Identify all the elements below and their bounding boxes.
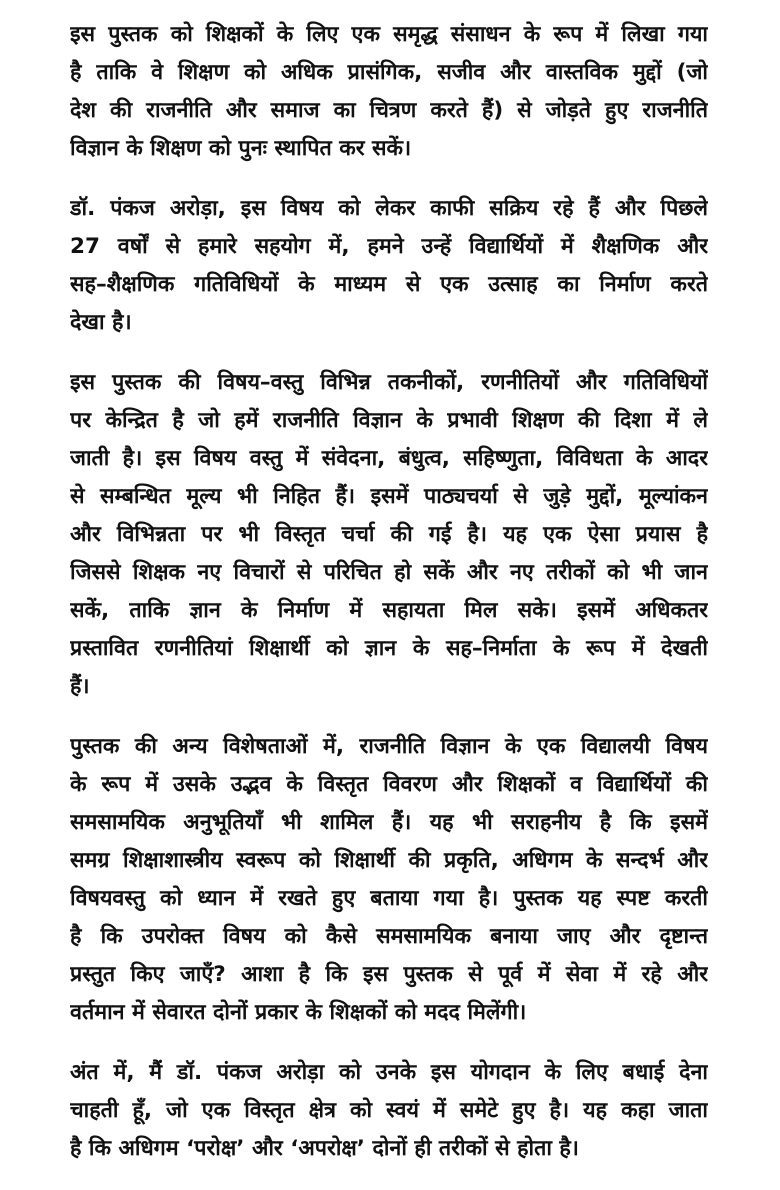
text-line: है कि अधिगम ‘परोक्ष’ और ‘अपरोक्ष’ दोनों ही तरीकों से होता है।	[70, 1136, 579, 1161]
text-line: है ताकि वे शिक्षण को अधिक प्रासंगिक, सजीव और वास्तविक मुद्दों (जो	[70, 60, 708, 85]
text-line: वर्तमान में सेवारत दोनों प्रकार के शिक्षकों को मदद मिलेंगी।	[70, 1000, 527, 1025]
text-line: विषयवस्तु को ध्यान में रखते हुए बताया गया है। पुस्तक यह स्पष्ट करती	[70, 886, 708, 911]
paragraph-3	[70, 364, 708, 706]
text-line: विज्ञान के शिक्षण को पुनः स्थापित कर सकें।	[70, 136, 412, 161]
paragraph-4	[70, 728, 708, 1032]
text-line: चाहती हूँ, जो एक विस्तृत क्षेत्र को स्वयं में समेटे हुए है। यह कहा जाता	[70, 1098, 708, 1123]
text-line: इस पुस्तक को शिक्षकों के लिए एक समृद्ध संसाधन के रूप में लिखा गया	[70, 22, 708, 47]
text-line: देश की राजनीति और समाज का चित्रण करते हैं) से जोड़ते हुए राजनीति	[70, 98, 708, 123]
text-line: और विभिन्नता पर भी विस्तृत चर्चा की गई है। यह एक ऐसा प्रयास है	[70, 522, 708, 547]
text-line: समसामयिक अनुभूतियाँ भी शामिल हैं। यह भी सराहनीय है कि इसमें	[70, 810, 708, 835]
text-line: 27 वर्षों से हमारे सहयोग में, हमने उन्हें विद्यार्थियों में शैक्षणिक और	[70, 234, 708, 259]
text-line: सकें, ताकि ज्ञान के निर्माण में सहायता मिल सके। इसमें अधिकतर	[70, 598, 708, 623]
document-page	[70, 16, 708, 1190]
text-line: प्रस्तावित रणनीतियां शिक्षार्थी को ज्ञान के सह–निर्माता के रूप में देखती	[70, 636, 708, 661]
text-line: देखा है।	[70, 310, 132, 335]
text-line: अंत में, मैं डॉ. पंकज अरोड़ा को उनके इस योगदान के लिए बधाई देना	[70, 1060, 708, 1085]
text-line: पुस्तक की अन्य विशेषताओं में, राजनीति विज्ञान के एक विद्यालयी विषय	[70, 734, 708, 759]
paragraph-1	[70, 16, 708, 168]
text-line: पर केन्द्रित है जो हमें राजनीति विज्ञान के प्रभावी शिक्षण की दिशा में ले	[70, 408, 708, 433]
paragraph-2	[70, 190, 708, 342]
paragraph-5	[70, 1054, 708, 1168]
text-line: है कि उपरोक्त विषय को कैसे समसामयिक बनाया जाए और दृष्टान्त	[70, 924, 708, 949]
text-line: समग्र शिक्षाशास्त्रीय स्वरूप को शिक्षार्थी की प्रकृति, अधिगम के सन्दर्भ और	[70, 848, 708, 873]
text-line: से सम्बन्धित मूल्य भी निहित हैं। इसमें पाठ्यचर्या से जुड़े मुद्दों, मूल्यांकन	[70, 484, 708, 509]
text-line: हैं।	[70, 674, 90, 699]
text-line: डॉ. पंकज अरोड़ा, इस विषय को लेकर काफी सक्रिय रहे हैं और पिछले	[70, 196, 708, 221]
text-line: के रूप में उसके उद्भव के विस्तृत विवरण और शिक्षकों व विद्यार्थियों की	[70, 772, 708, 797]
text-line: सह–शैक्षणिक गतिविधियों के माध्यम से एक उत्साह का निर्माण करते	[70, 272, 708, 297]
text-line: इस पुस्तक की विषय–वस्तु विभिन्न तकनीकों, रणनीतियों और गतिविधियों	[70, 370, 708, 395]
text-line: जाती है। इस विषय वस्तु में संवेदना, बंधुत्व, सहिष्णुता, विविधता के आदर	[70, 446, 708, 471]
text-line: जिससे शिक्षक नए विचारों से परिचित हो सकें और नए तरीकों को भी जान	[70, 560, 708, 585]
text-line: प्रस्तुत किए जाएँ? आशा है कि इस पुस्तक से पूर्व में सेवा में रहे और	[70, 962, 708, 987]
document-body	[70, 16, 708, 1168]
